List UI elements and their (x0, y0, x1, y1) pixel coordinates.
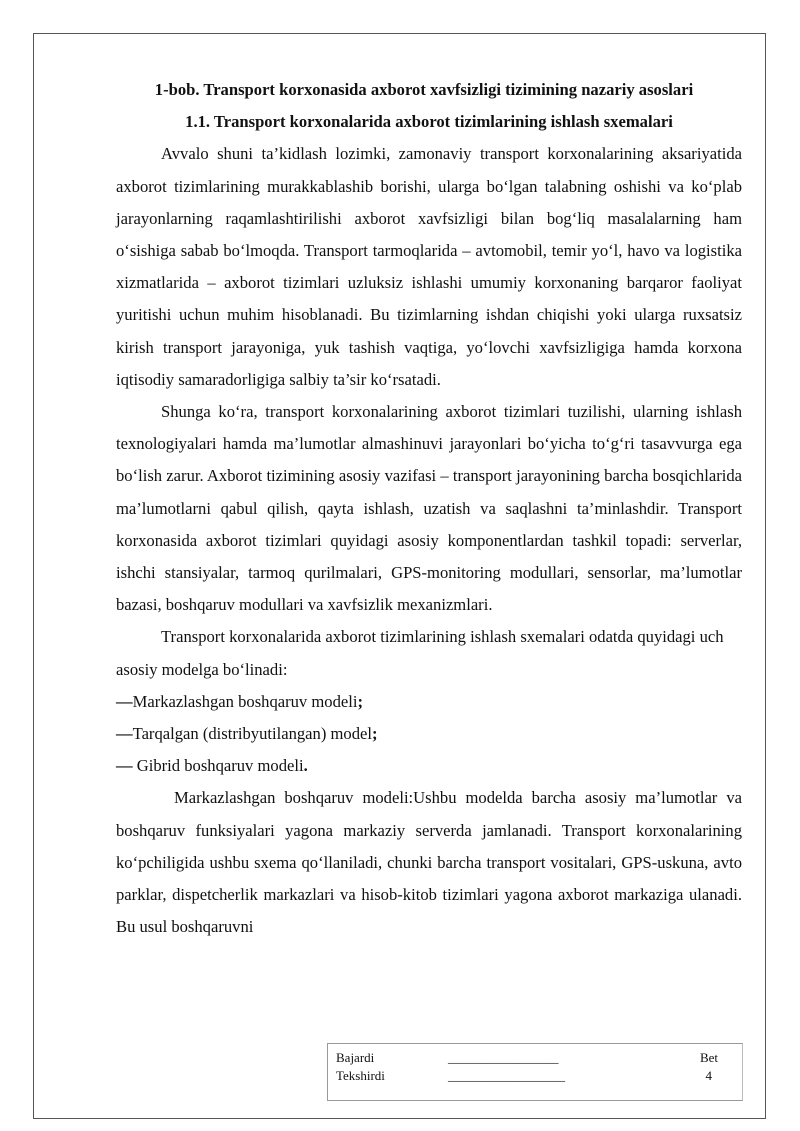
signature-line: _________________ (448, 1050, 559, 1065)
list-item: — Gibrid boshqaruv modeli. (116, 756, 308, 776)
paragraph-2: Shunga ko‘ra, transport korxonalarining axborot tizimlari tuzilishi, ularning ishlash texnologiyalari hamda ma’lumotlar almashinuvi jarayonlari bo‘yicha to‘g‘ri tasavvurga ega bo‘lish zarur. Axborot tizimining asosiy vazifasi – transport jarayonining barcha bosqichlarida ma’lumotlarni qabul qilish, qayta ishlash, uzatish va saqlashni ta’minlashdir. Transport korxonasida axborot tizimlari quyidagi asosiy komponentlardan tashkil topadi: serverlar, ishchi stansiyalar, tarmoq qurilmalari, GPS-monitoring modullari, sensorlar, ma’lumotlar bazasi, boshqaruv modullari va xavfsizlik mexanizmlari. (116, 402, 742, 615)
page-label: Bet (699, 1050, 718, 1065)
document-body (116, 74, 742, 943)
stamp-label: Tekshirdi (336, 1068, 385, 1083)
section-title: 1.1. Transport korxonalarida axborot tizimlarining ishlash sxemalari (185, 112, 673, 132)
signature-line: __________________ (448, 1068, 565, 1083)
paragraph-1: Avvalo shuni ta’kidlash lozimki, zamonaviy transport korxonalarining aksariyatida axborot tizimlarining murakkablashib borishi, ularga bo‘lgan talabning oshishi va ko‘plab jarayonlarning raqamlashtirilishi axborot xavfsizligi bilan bog‘liq masalalarning ham o‘sishiga sabab bo‘lmoqda. Transport tarmoqlarida – avtomobil, temir yo‘l, havo va logistika xizmatlarida – axborot tizimlari uzluksiz ishlashi umumiy korxonaning barqaror faoliyat yuritishi uchun muhim hisoblanadi. Bu tizimlarning ishdan chiqishi yoki ularga ruxsatsiz kirish transport jarayoniga, yuk tashish vaqtiga, yo‘lovchi xavfsizligiga hamda korxona iqtisodiy samaradorligiga salbiy ta’sir ko‘rsatadi. (116, 144, 742, 389)
paragraph-3: Transport korxonalarida axborot tizimlarining ishlash sxemalari odatda quyidagi uch asosiy modelga bo‘linadi: (116, 627, 724, 679)
page-number: 4 (705, 1068, 712, 1083)
list-item: —Tarqalgan (distribyutilangan) model; (116, 724, 378, 744)
chapter-title: 1-bob. Transport korxonasida axborot xavfsizligi tizimining nazariy asoslari (154, 80, 694, 99)
list-item: —Markazlashgan boshqaruv modeli; (116, 691, 363, 711)
title-block-stamp (327, 1043, 743, 1101)
stamp-label: Bajardi (336, 1050, 375, 1065)
paragraph-4: Markazlashgan boshqaruv modeli:Ushbu modelda barcha asosiy ma’lumotlar va boshqaruv funksiyalari yagona markaziy serverda jamlanadi. Transport korxonalarining ko‘pchiligida ushbu sxema qo‘llaniladi, chunki barcha transport vositalari, GPS-uskuna, avto parklar, dispetcherlik markazlari va hisob-kitob tizimlari yagona axborot markaziga ulanadi. Bu usul boshqaruvni (116, 788, 742, 937)
